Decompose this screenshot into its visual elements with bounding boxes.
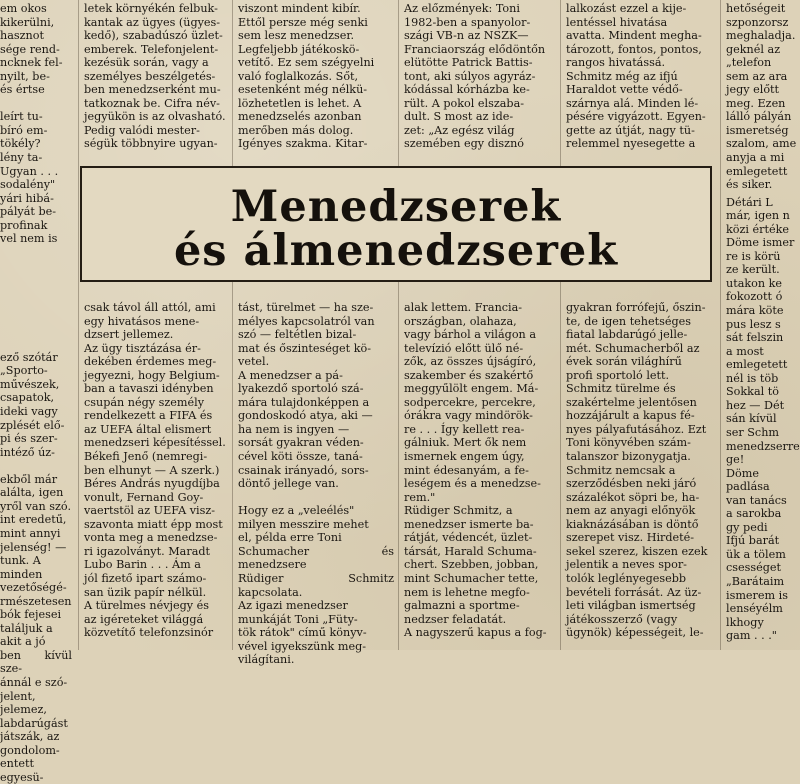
text-line: galmazni a sportme- (404, 599, 520, 613)
text-line: vel nem is (0, 232, 58, 246)
text-line: ük a tölem (726, 547, 786, 561)
text-line: menedzser ismerte ba- (404, 517, 534, 531)
text-line: nedzser feladatát. (404, 612, 507, 626)
text-line: ben kívül sze- (0, 648, 72, 676)
text-line: Haraldot vette védő- (566, 83, 683, 97)
text-line: nyilt, be- (0, 69, 50, 83)
text-line: ban a tavaszi idényben (84, 382, 214, 396)
text-line: int eredetű, (0, 513, 67, 527)
text-line: utakon ke (726, 276, 783, 290)
text-line: relemmel nyesegette a (566, 137, 696, 151)
text-line: szakember és szakértő (404, 368, 534, 382)
col5-top (566, 2, 716, 151)
text-line: mélyes kapcsolatról van (238, 314, 375, 328)
col3-top (238, 2, 394, 151)
text-line: cével köti össze, taná- (238, 450, 363, 464)
text-line: labdarúgást (0, 716, 68, 730)
text-line: szerződésben neki járó (566, 477, 697, 491)
text-line: jelent, jelemez, (0, 689, 47, 717)
text-line: jól fizető ipart számo- (84, 571, 207, 585)
text-line (0, 459, 72, 473)
text-line: tást, türelmet — ha sze- (238, 301, 374, 315)
text-line: csességet (726, 561, 782, 575)
text-line: televízió előtt ülő né- (404, 341, 524, 355)
text-line: szerepet visz. Hirdeté- (566, 531, 695, 545)
text-line: órákra vagy mindörök- (404, 409, 533, 423)
text-line: van tanács (726, 493, 787, 507)
text-line: rendelkezett a FIFA és (84, 409, 213, 423)
text-line: kiaknázásában is döntő (566, 517, 699, 531)
text-line: mét. Schumacherből az (566, 341, 700, 355)
text-line: való foglalkozás. Sőt, (238, 69, 359, 83)
text-line: ha nem is ingyen — (238, 422, 350, 436)
text-line: ismernek engem úgy, (404, 450, 525, 464)
text-line: hetőségeit (726, 2, 786, 15)
text-line: a sarokba (726, 507, 782, 521)
text-line: hasznot (0, 29, 44, 43)
text-line: csak távol áll attól, ami (84, 301, 216, 315)
text-line: kódással kórházba ke- (404, 83, 530, 97)
text-line: sán kívül (726, 412, 777, 426)
text-line: „telefon (726, 56, 772, 70)
text-line: entett egyesü- (0, 757, 44, 784)
text-line: fiatal labdarúgó jelle- (566, 328, 688, 342)
text-line: Sokkal tö (726, 385, 779, 399)
text-line: viszont mindent kibír. (238, 2, 361, 15)
text-line: Rüdiger Schmitz kapcsolata. (238, 571, 394, 599)
text-line: ge! (726, 453, 745, 467)
text-line: játékosszerző (vagy (566, 612, 678, 626)
text-line: profinak (0, 218, 48, 232)
text-line: hez — Dét (726, 398, 785, 412)
text-line: lenséyélm (726, 602, 783, 616)
text-line: talanszor bizonygatja. (566, 450, 691, 464)
text-line: zők, az összes újságíró, (404, 355, 537, 369)
text-line: tök rátok" című könyv- (238, 626, 367, 640)
text-line: szárnya alá. Minden lé- (566, 96, 699, 110)
text-line (238, 491, 394, 505)
text-line: és siker. (726, 178, 773, 192)
text-line: sodpercekre, percekre, (404, 395, 536, 409)
text-line: esetenként még nélkü- (238, 83, 368, 97)
text-line: Pedig valódi mester- (84, 123, 200, 137)
text-line: csupán négy személy (84, 395, 205, 409)
text-line: ser Schm (726, 425, 780, 439)
text-line: bók fejesei (0, 608, 62, 622)
text-line: ismerem is (726, 588, 789, 602)
text-line: szó — feltétlen bizal- (238, 328, 357, 342)
text-line: mat és őszinteséget kö- (238, 341, 372, 355)
text-line: hozzájárult a kapus fé- (566, 409, 695, 423)
text-line: mára köte (726, 304, 784, 318)
text-line: Ettől persze még senki (238, 15, 368, 29)
col2-bottom (84, 301, 228, 640)
col2-top (84, 2, 228, 151)
text-line: jegyükön is az olvasható. (84, 110, 226, 124)
text-line: évek során világhírű (566, 355, 682, 369)
column-rule (720, 0, 721, 650)
text-line: emlegetett (726, 358, 788, 372)
text-line: Ifjú barát (726, 534, 780, 548)
text-line: zet: „Az egész világ (404, 123, 515, 137)
text-line: vonult, Fernand Goy- (84, 490, 204, 504)
text-line: ideki vagy (0, 405, 58, 419)
text-line: re is körü (726, 249, 781, 263)
text-line: döntő jellege van. (238, 477, 339, 491)
text-line: vetítő. Ez sem szégyelni (238, 56, 375, 70)
text-line: már, igen n (726, 209, 790, 223)
text-line: ben menedzserként mu- (84, 83, 221, 97)
text-line: padlása (726, 480, 770, 494)
text-line: bíró em- (0, 123, 48, 137)
text-line: Ugyan . . . (0, 164, 59, 178)
text-line: te, de igen tehetséges (566, 314, 692, 328)
text-line: 1982-ben a spanyolor- (404, 15, 531, 29)
text-line: játszák, az (0, 730, 60, 744)
text-line: geknél az (726, 42, 781, 56)
text-line: lentéssel hivatása (566, 15, 668, 29)
text-line: avatta. Mindent megha- (566, 29, 702, 43)
article-column-5 (566, 0, 716, 652)
text-line: Toni könyvében szám- (566, 436, 691, 450)
col1-bottom (0, 351, 72, 784)
text-line: ncknek fel- (0, 56, 63, 70)
text-line: gette az útját, nagy tü- (566, 123, 695, 137)
text-line: dzsert jellemez. (84, 328, 174, 342)
text-line: sekel szerez, kiszen ezek (566, 544, 708, 558)
text-line: Az ügy tisztázása ér- (84, 341, 201, 355)
text-line: Igényes szakma. Kitar- (238, 137, 368, 151)
text-line: Schmitz még az ifjú (566, 69, 678, 83)
text-line: közvetítő telefonzsinór (84, 626, 214, 640)
text-line: leírt tu- (0, 110, 43, 124)
text-line: Legfeljebb játékoskö- (238, 42, 360, 56)
text-line: sem lesz menedzser. (238, 29, 355, 43)
text-line: re . . . Így kellett rea- (404, 422, 525, 436)
text-line: yári hibá- (0, 191, 54, 205)
article-column-1 (0, 0, 72, 784)
text-line (0, 97, 72, 111)
text-line: ánnál e szó- (0, 675, 68, 689)
text-line: rangos hivatássá. (566, 56, 666, 70)
text-line: nyes pályafutásához. Ezt (566, 422, 707, 436)
column-rule (78, 0, 79, 650)
text-line: és értse (0, 83, 45, 97)
text-line: szakértelme jelentősen (566, 395, 697, 409)
text-line: százalékot söpri be, ha- (566, 490, 700, 504)
text-line: sége rend- (0, 42, 60, 56)
text-line: akit a jó (0, 635, 46, 649)
text-line: pus lesz s (726, 317, 781, 331)
text-line: em okos (0, 2, 47, 15)
text-line: kedő), szabadúszó üzlet- (84, 29, 223, 43)
text-line: bevételi forrását. Az üz- (566, 585, 702, 599)
text-line: művészek, (0, 377, 60, 391)
text-line: gy pedi (726, 520, 768, 534)
text-line: rátját, védencét, üzlet- (404, 531, 533, 545)
text-line: alak lettem. Francia- (404, 301, 523, 315)
text-line: intéző úz- (0, 445, 55, 459)
text-line: lyakezdő sportoló szá- (238, 382, 364, 396)
text-line: rült. A pokol elszaba- (404, 96, 525, 110)
text-line: zplését elő- (0, 418, 65, 432)
headline-line-1: Menedzserek (230, 182, 562, 232)
text-line: pi és szer- (0, 432, 58, 446)
text-line: ismeretség (726, 123, 789, 137)
text-line: Franciaország elődöntőn (404, 42, 546, 56)
text-line: tatkoznak be. Cifra név- (84, 96, 220, 110)
text-line: Az igazi menedzser (238, 599, 348, 613)
text-line: ze került. (726, 263, 780, 277)
text-line: sodalény" (0, 178, 56, 192)
text-line: ekből már (0, 472, 58, 486)
text-line: emlegetett (726, 164, 788, 178)
text-line: vetel. (238, 355, 270, 369)
text-line: szemében egy disznó (404, 137, 525, 151)
text-line: minden (0, 567, 43, 581)
text-line: lalkozást ezzel a kije- (566, 2, 687, 15)
text-line: menedzserre (726, 439, 800, 453)
text-line: ségük többnyire ugyan- (84, 137, 218, 151)
text-line: szponzorsz (726, 15, 789, 29)
text-line: tökély? (0, 137, 41, 151)
text-line: szalom, ame (726, 137, 797, 151)
col4-bottom (404, 301, 556, 640)
text-line: az igéreteket világgá (84, 612, 204, 626)
text-line: mint Schumacher tette, (404, 571, 539, 585)
text-line: jegyezni, hogy Belgium- (84, 368, 220, 382)
text-line: szági VB-n az NSZK— (404, 29, 529, 43)
text-line: nél is töb (726, 371, 779, 385)
text-line: „Barátaim (726, 574, 785, 588)
text-line: gondolom- (0, 743, 60, 757)
text-line: egy hivatásos mene- (84, 314, 200, 328)
text-line: sorsát gyakran véden- (238, 436, 364, 450)
text-line: Schmitz nemcsak a (566, 463, 676, 477)
text-line: lálló pályán (726, 110, 792, 124)
col6-bottom (726, 196, 800, 643)
text-line: meg. Ezen (726, 96, 786, 110)
text-line: gondoskodó atya, aki — (238, 409, 373, 423)
text-line: Détári L (726, 195, 773, 209)
text-line: kezésük során, vagy a (84, 56, 209, 70)
text-line: világítani. (238, 653, 295, 667)
text-line: a most (726, 344, 764, 358)
col4-top (404, 2, 556, 151)
text-line: dekében érdemes meg- (84, 355, 217, 369)
text-line: az UEFA által elismert (84, 422, 212, 436)
text-line: merőben más dolog. (238, 123, 354, 137)
text-line: pésére vigyázott. Egyen- (566, 110, 706, 124)
text-line: profi sportoló lett. (566, 368, 670, 382)
text-line: yről van szó. (0, 499, 72, 513)
text-line: chert. Szebben, jobban, (404, 558, 539, 572)
text-line: rem." (404, 490, 436, 504)
text-line: lözhetetlen is lehet. A (238, 96, 362, 110)
text-line: A menedzser a pá- (238, 368, 343, 382)
article-column-6 (726, 0, 800, 652)
text-line: mára tulajdonképpen a (238, 395, 370, 409)
text-line: dult. S most az ide- (404, 110, 514, 124)
text-line: országban, olahaza, (404, 314, 517, 328)
text-line: meghaladja. (726, 29, 796, 43)
col1-top (0, 2, 72, 246)
text-line: elütötte Patrick Battis- (404, 56, 533, 70)
article-column-4 (404, 0, 556, 652)
text-line: mint annyi (0, 526, 61, 540)
text-line: ügynök) képességeit, le- (566, 626, 704, 640)
text-line: gálniuk. Mert ők nem (404, 436, 527, 450)
text-line: mint édesanyám, a fe- (404, 463, 529, 477)
text-line: Az előzmények: Toni (404, 2, 520, 15)
text-line: gam . . ." (726, 629, 777, 643)
text-line: közi értéke (726, 222, 790, 236)
text-line: csapatok, (0, 391, 55, 405)
text-line: tározott, fontos, pontos, (566, 42, 702, 56)
text-line: sem az ara (726, 69, 788, 83)
text-line: Rüdiger Schmitz, a (404, 504, 513, 518)
text-line: vezetőségé- (0, 581, 67, 595)
col3-bottom (238, 301, 394, 667)
col5-bottom (566, 301, 716, 640)
text-line: pályát be- (0, 205, 57, 219)
text-line: ben elhunyt — A szerk.) (84, 463, 220, 477)
text-line: Schmitz türelme és (566, 382, 676, 396)
text-line: Békefi Jenő (nemregi- (84, 450, 208, 464)
text-line: tolók leglényegesebb (566, 571, 687, 585)
text-line: A nagyszerű kapus a fog- (404, 626, 547, 640)
article-column-2 (84, 0, 228, 652)
column-rule (232, 0, 233, 650)
text-line: nem is lehetne megfo- (404, 585, 530, 599)
text-line: Döme (726, 466, 759, 480)
text-line: szavonta miatt épp most (84, 517, 223, 531)
text-line: sát felszin (726, 331, 784, 345)
text-line: jelenség! — (0, 540, 67, 554)
text-line: rmészetesen (0, 594, 72, 608)
text-line: anyja a mi (726, 151, 785, 165)
text-line: tunk. A (0, 554, 41, 568)
text-line: leti világban ismertség (566, 599, 696, 613)
text-line: vével igyekszünk meg- (238, 639, 367, 653)
text-line: kikerülni, (0, 15, 55, 29)
text-line: Schumacher és menedzsere (238, 544, 394, 572)
text-line: lkhogy (726, 615, 764, 629)
text-line: találjuk a (0, 621, 53, 635)
text-line: csainak irányadó, sors- (238, 463, 369, 477)
text-line: fokozott ó (726, 290, 783, 304)
text-line: leségem és a menedzse- (404, 477, 541, 491)
text-line: jegy előtt (726, 83, 780, 97)
text-line: milyen messzire mehet (238, 517, 369, 531)
text-line: jelentik a neves spor- (566, 558, 687, 572)
text-line: Lubo Barin . . . Ám a (84, 558, 201, 572)
text-line: ező szótár (0, 350, 58, 364)
text-line: lény ta- (0, 151, 43, 165)
text-line: gyakran forrófejű, őszin- (566, 301, 706, 315)
text-line: „Sporto- (0, 364, 48, 378)
text-line: vonta meg a menedzse- (84, 531, 218, 545)
text-line: ri igazolványt. Maradt (84, 544, 211, 558)
column-rule (560, 0, 561, 650)
text-line: vaertstöl az UEFA visz- (84, 504, 216, 518)
text-line: Béres András nyugdíjba (84, 477, 220, 491)
text-line: meggyűlölt engem. Má- (404, 382, 539, 396)
text-line: A türelmes névjegy és (84, 599, 210, 613)
headline-line-2: és álmenedzserek (173, 226, 619, 276)
text-line: san üzik papír nélkül. (84, 585, 207, 599)
text-line: Döme ismer (726, 236, 795, 250)
text-line: munkáját Toni „Füty- (238, 612, 358, 626)
text-line: letek környékén felbuk- (84, 2, 218, 15)
col6-top (726, 2, 800, 192)
text-line: el, példa erre Toni (238, 531, 342, 545)
text-line: emberek. Telefonjelent- (84, 42, 219, 56)
text-line: kantak az ügyes (ügyes- (84, 15, 221, 29)
text-line: tont, aki súlyos agyráz- (404, 69, 536, 83)
text-line: menedzselés azonban (238, 110, 362, 124)
text-line: nem az anyagi előnyök (566, 504, 696, 518)
column-rule (398, 0, 399, 650)
text-line: alálta, igen (0, 486, 64, 500)
text-line: személyes beszélgetés- (84, 69, 216, 83)
text-line: társát, Harald Schuma- (404, 544, 537, 558)
text-line: menedzseri képesítéssel. (84, 436, 226, 450)
article-column-3 (238, 0, 394, 667)
headline-box (80, 166, 712, 282)
text-line: vagy bárhol a világon a (404, 328, 536, 342)
text-line: Hogy ez a „veleélés" (238, 504, 355, 518)
